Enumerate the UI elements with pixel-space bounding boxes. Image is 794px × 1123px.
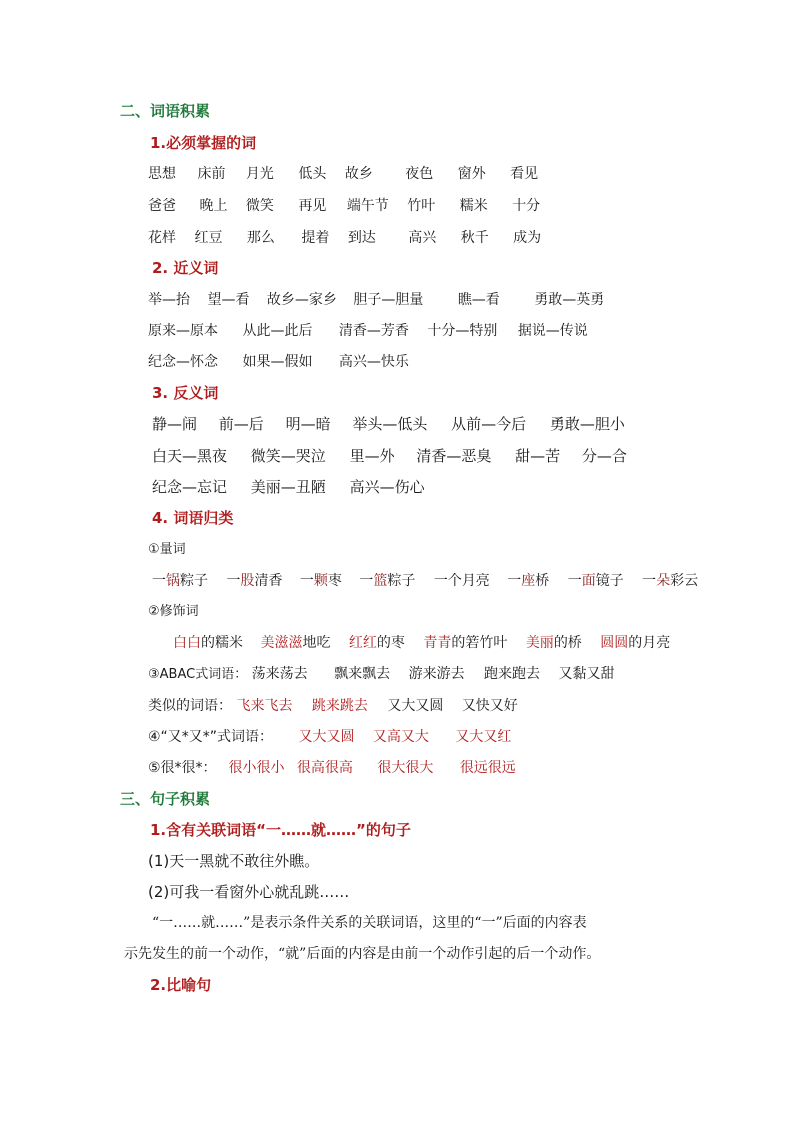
word-pair: 纪念—忘记: [152, 478, 228, 496]
measure-phrase: 一个月亮: [433, 573, 490, 589]
explanation-line-1: “一……就……”是表示条件关系的关联词语，这里的“一”后面的内容表: [152, 915, 587, 931]
abac-label: ③ABAC式词语：: [148, 667, 248, 682]
measure-phrase: 一面镜子: [567, 573, 624, 589]
abac-row: [148, 664, 614, 685]
word: 提着: [301, 230, 330, 246]
word: 又高又大: [372, 729, 429, 745]
word-pair: 前—后: [218, 415, 264, 433]
antonyms-row-3: [152, 477, 425, 497]
word-pair: 勇敢—胆小: [549, 415, 625, 433]
word-pair: 举—抬: [148, 292, 190, 308]
word: 端午节: [346, 198, 389, 214]
word: 飞来飞去: [236, 698, 293, 714]
modifier-phrase: 青青的箬竹叶: [423, 635, 508, 651]
section-title-words: 二、词语积累: [120, 102, 211, 120]
heading-antonyms: 3. 反义词: [152, 384, 219, 402]
word: 很高很高: [296, 760, 353, 776]
measure-word-label: ①量词: [148, 542, 186, 557]
word: 又快又好: [461, 698, 518, 714]
word: 又大又圆: [298, 729, 355, 745]
word-pair: 从此—此后: [242, 323, 313, 339]
word-pair: 清香—恶臭: [416, 447, 492, 465]
word: 微笑: [245, 198, 274, 214]
word-pair: 故乡—家乡: [266, 292, 337, 308]
word: 花样: [148, 230, 176, 246]
modifier-phrase: 红红的枣: [348, 635, 405, 651]
must-words-row-3: [148, 228, 541, 248]
word: 很远很远: [459, 760, 516, 776]
word: 十分: [512, 198, 541, 214]
measure-phrase: 一座桥: [507, 573, 550, 589]
word-pair: 举头—低头: [352, 415, 428, 433]
word-pair: 纪念—怀念: [148, 354, 218, 370]
word-pair: 原来—原本: [148, 323, 218, 339]
word: 很小很小: [228, 760, 285, 776]
measure-phrase: 一篮粽子: [359, 573, 416, 589]
word: 高兴: [408, 230, 437, 246]
word: 爸爸: [148, 198, 176, 214]
modifier-phrase: 美滋滋地吃: [260, 635, 331, 651]
word: 跳来跳去: [311, 698, 368, 714]
word: 到达: [347, 230, 376, 246]
must-words-row-2: [148, 196, 540, 216]
word-pair: 明—暗: [285, 415, 331, 433]
example-sentence-2: (2)可我一看窗外心就乱跳……: [148, 883, 350, 901]
must-words-row-1: [148, 164, 538, 184]
hen-hen-label: ⑤很*很*：: [148, 760, 217, 776]
antonyms-row-1: [152, 414, 625, 434]
modifier-label: ②修饰词: [148, 604, 199, 619]
measure-phrase: 一朵彩云: [642, 573, 699, 589]
synonyms-row-2: [148, 321, 588, 341]
word-pair: 勇敢—英勇: [534, 292, 605, 308]
word: 又大又红: [455, 729, 512, 745]
modifier-phrase: 圆圆的月亮: [600, 635, 671, 651]
example-sentence-1: (1)天一黑就不敢往外瞧。: [148, 852, 320, 870]
section-title-sentences: 三、句子积累: [120, 790, 211, 808]
word-pair: 微笑—哭泣: [250, 447, 326, 465]
modifier-phrase: 美丽的桥: [525, 635, 582, 651]
modifier-row: [173, 633, 670, 653]
word-pair: 望—看: [207, 292, 250, 308]
you-you-row: [148, 727, 511, 747]
word: 红豆: [194, 230, 223, 246]
word: 成为: [513, 230, 542, 246]
word-pair: 瞧—看: [457, 292, 500, 308]
word-pair: 里—外: [349, 447, 395, 465]
word: 看见: [510, 166, 539, 182]
word: 那么: [246, 230, 275, 246]
word: 荡来荡去: [251, 666, 308, 682]
word-pair: 静—闹: [152, 415, 198, 433]
heading-connective-sentences: 1.含有关联词语“一……就……”的句子: [150, 821, 411, 839]
word: 窗外: [457, 166, 486, 182]
word: 夜色: [405, 166, 434, 182]
word: 飘来飘去: [334, 666, 391, 682]
word: 竹叶: [407, 198, 436, 214]
synonyms-row-3: [148, 352, 409, 372]
measure-word-row: [152, 571, 698, 591]
word: 再见: [298, 198, 327, 214]
word-pair: 清香—芳香: [338, 323, 409, 339]
word: 秋千: [460, 230, 489, 246]
word: 月光: [245, 166, 274, 182]
word: 床前: [197, 166, 226, 182]
word: 很大很大: [377, 760, 434, 776]
word: 游来游去: [408, 666, 465, 682]
word: 又黏又甜: [558, 666, 615, 682]
synonyms-row-1: [148, 290, 604, 310]
measure-phrase: 一颗枣: [299, 573, 342, 589]
you-you-label: ④“又*又*”式词语：: [148, 729, 274, 745]
modifier-phrase: 白白的糯米: [173, 635, 243, 651]
word-pair: 白天—黑夜: [152, 447, 228, 465]
heading-synonyms: 2. 近义词: [152, 259, 219, 277]
word: 糯米: [459, 198, 488, 214]
word: 思想: [148, 166, 176, 182]
word-pair: 从前—今后: [451, 415, 527, 433]
word: 跑来跑去: [484, 666, 541, 682]
word-pair: 甜—苦: [515, 447, 561, 465]
word: 晚上: [199, 198, 228, 214]
measure-phrase: 一股清香: [226, 573, 283, 589]
word: 又大又圆: [387, 698, 444, 714]
hen-hen-row: [148, 758, 516, 778]
word-pair: 分—合: [581, 447, 627, 465]
word-pair: 高兴—快乐: [338, 354, 409, 370]
word-pair: 十分—特别: [427, 323, 498, 339]
explanation-line-2: 示先发生的前一个动作，“就”后面的内容是由前一个动作引起的后一个动作。: [124, 946, 601, 962]
heading-must-words: 1.必须掌握的词: [150, 134, 257, 152]
heading-word-categories: 4. 词语归类: [152, 509, 234, 527]
word-pair: 据说—传说: [517, 323, 588, 339]
word-pair: 美丽—丑陋: [250, 478, 326, 496]
similar-label: 类似的词语：: [148, 698, 232, 714]
heading-metaphor: 2.比喻句: [150, 976, 212, 994]
word: 故乡: [344, 166, 373, 182]
word-pair: 高兴—伤心: [349, 478, 425, 496]
word-pair: 如果—假如: [242, 354, 313, 370]
antonyms-row-2: [152, 446, 627, 466]
measure-phrase: 一锅粽子: [152, 573, 208, 589]
word-pair: 胆子—胆量: [353, 292, 424, 308]
similar-row: [148, 696, 518, 716]
word: 低头: [298, 166, 327, 182]
